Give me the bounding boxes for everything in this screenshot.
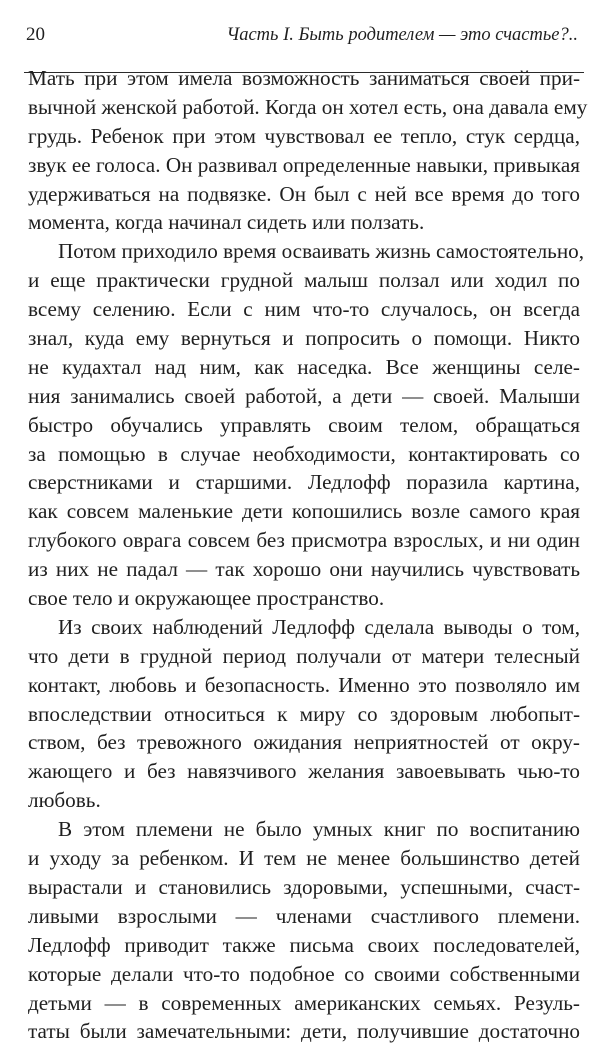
text-line: глубокого оврага совсем без присмотра взрослых, и ни один <box>28 528 580 553</box>
text-line: удерживаться на подвязке. Он был с ней все время до того <box>28 181 580 206</box>
text-line: не кудахтал над ним, как наседка. Все женщины селе- <box>28 354 580 379</box>
text-line: свое тело и окружающее пространство. <box>28 586 385 611</box>
text-line: что дети в грудной период получали от матери телесный <box>28 643 580 668</box>
text-line: ством, без тревожного ожидания неприятностей от окру- <box>28 730 580 755</box>
book-page <box>24 0 588 1044</box>
text-line: вырастали и становились здоровыми, успешными, счаст- <box>28 874 580 899</box>
text-line: жающего и без навязчивого желания завоевывать чью-то <box>28 759 580 784</box>
text-line: быстро обучались управлять своим телом, обращаться <box>28 412 580 437</box>
paragraph <box>28 815 580 1046</box>
text-line: знал, куда ему вернуться и попросить о помощи. Никто <box>28 326 580 351</box>
body-text <box>28 64 588 1046</box>
text-line: всему селению. Если с ним что-то случалось, он всегда <box>28 297 580 322</box>
text-line: ния занимались своей работой, а дети — своей. Малыши <box>28 383 580 408</box>
text-line: Мать при этом имела возможность заниматься своей при- <box>28 66 580 90</box>
paragraph <box>28 64 588 237</box>
text-line: впоследствии относиться к миру со здоровым любопыт- <box>28 701 580 726</box>
text-line: грудь. Ребенок при этом чувствовал ее тепло, стук сердца, <box>28 123 580 148</box>
text-line: вычной женской работой. Когда он хотел есть, она давала ему <box>28 94 588 119</box>
text-line: любовь. <box>28 788 101 813</box>
paragraph <box>28 237 585 613</box>
text-line: таты были замечательными: дети, получившие достаточно <box>28 1019 580 1044</box>
text-line: звук ее голоса. Он развивал определенные навыки, привыкая <box>28 152 580 177</box>
text-line: за помощью в случае необходимости, контактировать со <box>28 441 580 466</box>
text-line: как совсем маленькие дети копошились возле самого края <box>28 499 580 524</box>
text-line: В этом племени не было умных книг по воспитанию <box>58 817 580 842</box>
page-number: 20 <box>26 24 45 45</box>
text-line: Ледлофф приводит также письма своих последователей, <box>28 932 580 957</box>
text-line: детьми — в современных американских семьях. Резуль- <box>28 990 580 1015</box>
text-line: и уходу за ребенком. И тем не менее большинство детей <box>28 846 580 871</box>
text-line: из них не падал — так хорошо они научились чувствовать <box>28 557 580 582</box>
running-title: Часть I. Быть родителем — это счастье?.. <box>226 25 578 45</box>
text-line: Потом приходило время осваивать жизнь самостоятельно, <box>58 239 585 264</box>
text-line: сверстниками и старшими. Ледлофф поразила картина, <box>28 470 580 495</box>
text-line: и еще практически грудной малыш ползал или ходил по <box>28 268 580 293</box>
paragraph <box>28 613 580 815</box>
text-line: момента, когда начинал сидеть или ползать. <box>28 210 425 235</box>
text-line: ливыми взрослыми — членами счастливого племени. <box>28 903 580 928</box>
text-line: которые делали что-то подобное со своими собственными <box>28 961 580 986</box>
text-line: Из своих наблюдений Ледлофф сделала выводы о том, <box>58 614 580 639</box>
page-header <box>24 22 584 52</box>
text-line: контакт, любовь и безопасность. Именно это позволяло им <box>28 672 580 697</box>
